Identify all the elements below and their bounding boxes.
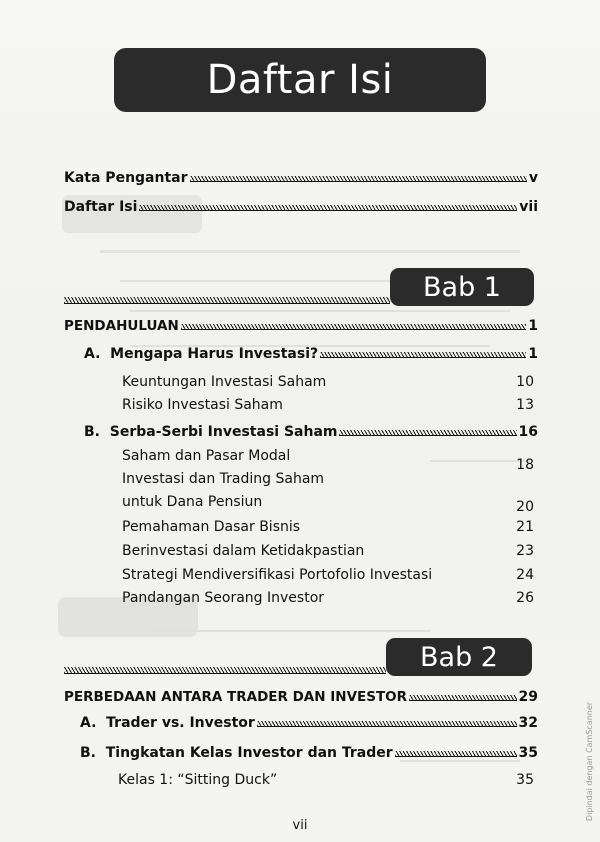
toc-item[interactable]: [122, 494, 534, 515]
toc-entry-label: Pandangan Seorang Investor: [122, 590, 325, 606]
toc-entry-label: Saham dan Pasar Modal: [122, 448, 291, 464]
toc-entry-label: A. Mengapa Harus Investasi?: [84, 346, 319, 362]
toc-chapter-heading[interactable]: [64, 689, 538, 705]
dot-leader: [181, 324, 527, 330]
toc-entry-page: 35: [516, 772, 534, 788]
toc-entry-page: 16: [518, 424, 538, 440]
dot-leader: [339, 430, 516, 436]
toc-entry-kata-pengantar[interactable]: [64, 170, 538, 186]
toc-entry-page: vii: [519, 199, 538, 215]
chapter-rule: [64, 667, 386, 674]
toc-section-b[interactable]: [80, 745, 538, 761]
toc-item[interactable]: [118, 772, 534, 788]
toc-entry-page: 10: [516, 374, 534, 390]
toc-entry-page: 13: [516, 397, 534, 413]
page-number: vii: [292, 818, 308, 833]
toc-entry-page: 24: [516, 567, 534, 583]
dot-leader: [320, 352, 526, 358]
toc-entry-label: Keuntungan Investasi Saham: [122, 374, 327, 390]
chapter-tag: Bab 2: [420, 641, 498, 673]
dot-leader: [409, 695, 516, 701]
toc-item[interactable]: [122, 374, 534, 390]
toc-item[interactable]: [122, 448, 534, 464]
toc-entry-label: B. Tingkatan Kelas Investor dan Trader: [80, 745, 393, 761]
toc-entry-page: 32: [518, 715, 538, 731]
toc-entry-label: Risiko Investasi Saham: [122, 397, 283, 413]
toc-entry-label: PERBEDAAN ANTARA TRADER DAN INVESTOR: [64, 689, 408, 705]
page-title: Daftar Isi: [206, 57, 394, 103]
toc-entry-page: 26: [516, 590, 534, 606]
toc-entry-page: v: [528, 170, 538, 186]
toc-entry-label: B. Serba-Serbi Investasi Saham: [84, 424, 338, 440]
toc-entry-label: untuk Dana Pensiun: [122, 494, 263, 510]
toc-item[interactable]: [122, 590, 534, 606]
toc-item[interactable]: [122, 519, 534, 535]
toc-entry-page: 35: [518, 745, 538, 761]
toc-section-a[interactable]: [84, 346, 538, 362]
toc-entry-page: 1: [528, 346, 538, 362]
toc-entry-label: Kelas 1: “Sitting Duck”: [118, 772, 278, 788]
toc-entry-page: 23: [516, 543, 534, 559]
toc-chapter-heading[interactable]: [64, 318, 538, 334]
toc-entry-page: 21: [516, 519, 534, 535]
dot-leader: [257, 721, 517, 727]
chapter-tag: Bab 1: [423, 271, 501, 303]
toc-entry-label: Berinvestasi dalam Ketidakpastian: [122, 543, 365, 559]
chapter-rule: [64, 297, 390, 304]
toc-entry-label: Pemahaman Dasar Bisnis: [122, 519, 301, 535]
scanner-watermark: [578, 701, 595, 830]
toc-entry-label: Strategi Mendiversifikasi Portofolio Investasi: [122, 567, 433, 583]
toc-item[interactable]: [122, 397, 534, 413]
dot-leader: [190, 176, 527, 182]
toc-item[interactable]: [122, 543, 534, 559]
title-banner: [114, 48, 486, 112]
toc-entry-page: 20: [516, 499, 534, 515]
toc-section-b[interactable]: [84, 424, 538, 440]
dot-leader: [395, 751, 517, 757]
toc-entry-page: 18: [516, 457, 534, 473]
toc-entry-label: Kata Pengantar: [64, 170, 188, 186]
toc-entry-label: Investasi dan Trading Saham: [122, 471, 325, 487]
toc-item[interactable]: [122, 567, 534, 583]
scanner-watermark-text: Dipindai dengan CamScanner: [585, 701, 595, 822]
chapter-banner-bab-1: [390, 268, 534, 306]
toc-item[interactable]: [122, 457, 534, 487]
toc-section-a[interactable]: [80, 715, 538, 731]
toc-entry-label: PENDAHULUAN: [64, 318, 179, 334]
toc-entry-page: 29: [518, 689, 538, 705]
chapter-banner-bab-2: [386, 638, 532, 676]
toc-entry-label: Daftar Isi: [64, 199, 138, 215]
toc-entry-daftar-isi[interactable]: [64, 199, 538, 215]
dot-leader: [139, 205, 517, 211]
toc-entry-label: A. Trader vs. Investor: [80, 715, 255, 731]
toc-entry-page: 1: [528, 318, 538, 334]
